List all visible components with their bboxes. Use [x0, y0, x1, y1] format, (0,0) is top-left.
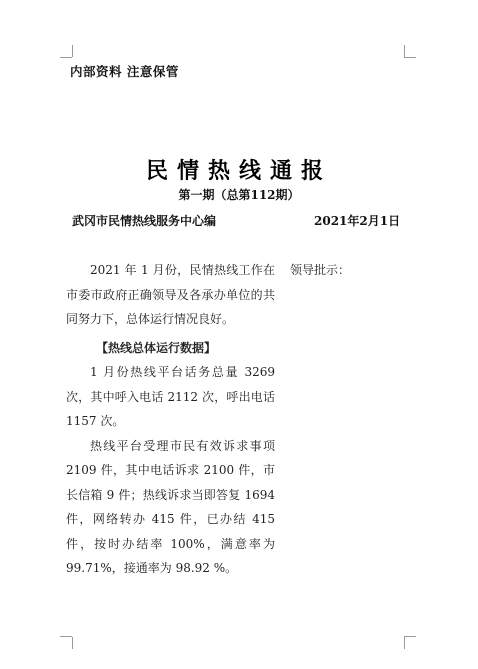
editor-line: 武冈市民情热线服务中心编 [72, 214, 217, 228]
crop-mark-top-right-h [404, 57, 416, 58]
crop-mark-bottom-left-h [60, 636, 72, 637]
issue-number: 第一期（总第112期） [178, 188, 300, 202]
crop-mark-bottom-right-v [404, 637, 405, 649]
section-heading: 【热线总体运行数据】 [96, 340, 217, 355]
call-volume-paragraph: 1 月份热线平台话务总量 3269 次，其中呼入电话 2112 次，呼出电话 1157 次。 [66, 365, 275, 428]
crop-mark-top-left-v [72, 45, 73, 57]
crop-mark-bottom-right-h [404, 636, 416, 637]
report-date: 2021年2月1日 [314, 214, 401, 228]
confidential-notice: 内部资料 注意保管 [70, 64, 179, 79]
complaints-paragraph: 热线平台受理市民有效诉求事项 2109 件，其中电话诉求 2100 件，市长信箱 9 件；热线诉求当即答复 1694 件，网络转办 415 件，已办结 415 件，按时办结率 100%，满意率为 99.71%，接通率为 98.92 %。 [66, 438, 275, 575]
crop-mark-top-left-h [60, 57, 72, 58]
report-body [66, 258, 275, 581]
report-title: 民情热线通报 [145, 158, 332, 184]
intro-paragraph: 2021 年 1 月份，民情热线工作在市委市政府正确领导及各承办单位的共同努力下，总体运行情况良好。 [66, 263, 275, 326]
crop-mark-bottom-left-v [72, 637, 73, 649]
crop-mark-top-right-v [404, 45, 405, 57]
leader-instructions-label: 领导批示： [290, 263, 351, 277]
